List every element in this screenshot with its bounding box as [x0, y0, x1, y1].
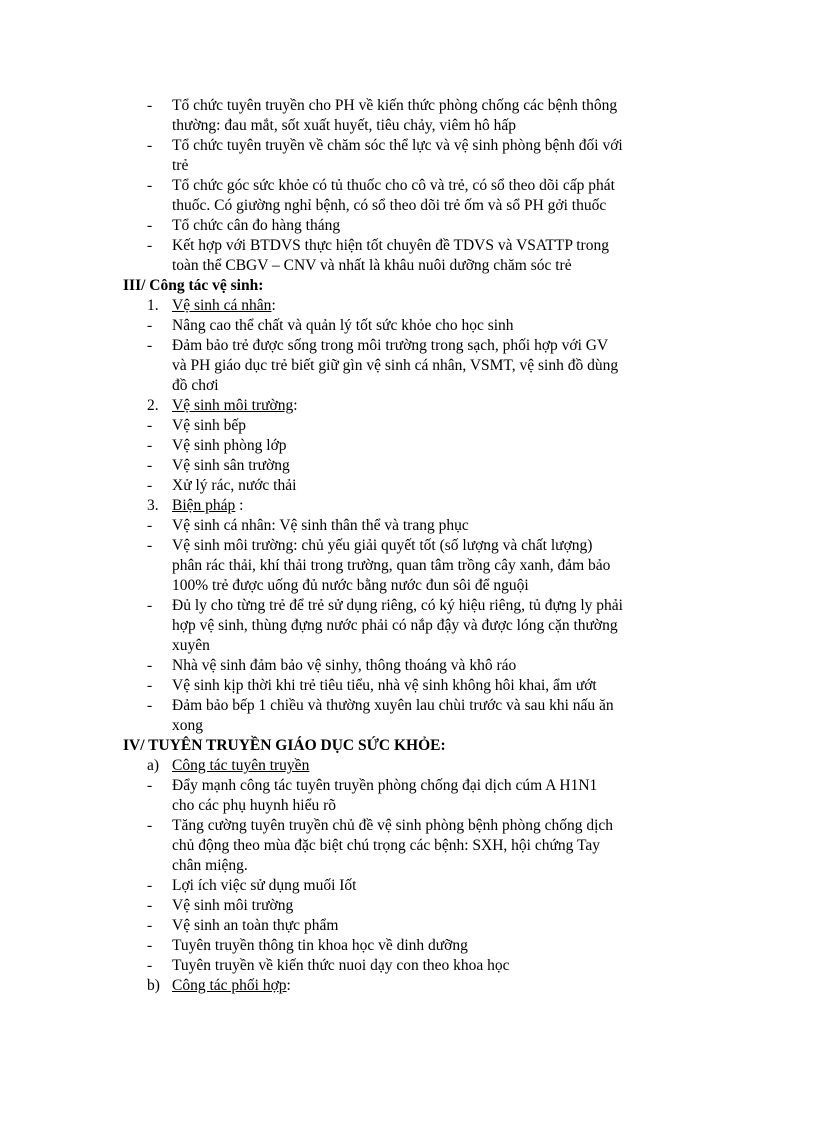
prev-item-1-line-0: Tổ chức tuyên truyền về chăm sóc thể lực và vệ sinh phòng bệnh đối với	[172, 137, 623, 154]
subsection-1-title: Vệ sinh cá nhân	[172, 297, 272, 314]
prev-item-4-line-1: toàn thể CBGV – CNV và nhất là khâu nuôi dưỡng chăm sóc trẻ	[172, 257, 572, 274]
env-hygiene-item-2-line-0: Vệ sinh sân trường	[172, 457, 290, 474]
personal-hygiene-item-1-line-1: và PH giáo dục trẻ biết giữ gìn vệ sinh cá nhân, VSMT, vệ sinh đồ dùng	[172, 357, 619, 374]
subsection-b-title: Công tác phối hợp	[172, 977, 287, 994]
propaganda-item-5-line-0: Tuyên truyền thông tin khoa học về dinh dưỡng	[172, 937, 468, 954]
bullet-dash: -	[147, 917, 153, 934]
prev-item-3-line-0: Tổ chức cân đo hàng tháng	[172, 217, 341, 234]
bullet-dash: -	[147, 657, 153, 674]
bullet-dash: -	[147, 517, 153, 534]
personal-hygiene-item-0-line-0: Nâng cao thể chất và quản lý tốt sức khỏe cho học sinh	[172, 317, 514, 334]
measures-item-2-line-1: hợp vệ sinh, thùng đựng nước phải có nắp đậy và được lóng cặn thường	[172, 617, 618, 634]
bullet-dash: -	[147, 677, 153, 694]
subsection-2-title: Vệ sinh môi trường	[172, 397, 294, 414]
measures-item-1-line-1: phân rác thải, khí thải trong trường, quan tâm trồng cây xanh, đảm bảo	[172, 557, 611, 574]
bullet-dash: -	[147, 937, 153, 954]
bullet-dash: -	[147, 477, 153, 494]
measures-item-5-line-0: Đảm bảo bếp 1 chiều và thường xuyên lau chùi trước và sau khi nấu ăn	[172, 697, 614, 714]
subsection-b-number: b)	[147, 977, 160, 994]
subsection-3-suffix: :	[235, 497, 244, 514]
bullet-dash: -	[147, 897, 153, 914]
measures-item-4-line-0: Vệ sinh kịp thời khi trẻ tiêu tiểu, nhà vệ sinh không hôi khai, ẩm ướt	[172, 677, 597, 694]
measures-item-3-line-0: Nhà vệ sinh đảm bảo vệ sinhy, thông thoáng và khô ráo	[172, 657, 517, 674]
bullet-dash: -	[147, 437, 153, 454]
propaganda-item-0-line-0: Đẩy mạnh công tác tuyên truyền phòng chống đại dịch cúm A H1N1	[172, 777, 598, 794]
bullet-dash: -	[147, 537, 153, 554]
env-hygiene-item-3-line-0: Xử lý rác, nước thải	[172, 477, 297, 494]
section-3-heading: III/ Công tác vệ sinh:	[123, 277, 264, 294]
subsection-1-suffix: :	[271, 297, 276, 314]
bullet-dash: -	[147, 777, 153, 794]
prev-item-2-line-1: thuốc. Có giường nghỉ bệnh, có sổ theo dõi trẻ ốm và sổ PH gởi thuốc	[172, 197, 607, 214]
subsection-2	[172, 396, 298, 416]
measures-item-1-line-0: Vệ sinh môi trường: chủ yếu giải quyết tốt (số lượng và chất lượng)	[172, 537, 593, 554]
prev-item-1-line-1: trẻ	[172, 157, 189, 174]
env-hygiene-item-0-line-0: Vệ sinh bếp	[172, 417, 247, 434]
prev-item-4-line-0: Kết hợp với BTDVS thực hiện tốt chuyên đề TDVS và VSATTP trong	[172, 237, 609, 254]
propaganda-item-1-line-1: chủ động theo mùa đặc biệt chú trọng các bệnh: SXH, hội chứng Tay	[172, 837, 601, 854]
subsection-2-suffix: :	[293, 397, 298, 414]
subsection-1	[172, 296, 276, 316]
subsection-a-number: a)	[147, 757, 160, 774]
subsection-b-suffix: :	[286, 977, 291, 994]
measures-item-2-line-0: Đủ ly cho từng trẻ để trẻ sử dụng riêng, có ký hiệu riêng, tủ đựng ly phải	[172, 597, 623, 614]
measures-item-5-line-1: xong	[172, 717, 203, 734]
bullet-dash: -	[147, 217, 153, 234]
bullet-dash: -	[147, 597, 153, 614]
bullet-dash: -	[147, 697, 153, 714]
bullet-dash: -	[147, 957, 153, 974]
propaganda-item-1-line-2: chân miệng.	[172, 857, 248, 874]
subsection-1-number: 1.	[147, 297, 159, 314]
propaganda-item-6-line-0: Tuyên truyền về kiến thức nuoi dạy con theo khoa học	[172, 957, 510, 974]
bullet-dash: -	[147, 177, 153, 194]
personal-hygiene-item-1-line-2: đồ chơi	[172, 377, 219, 394]
propaganda-item-3-line-0: Vệ sinh môi trường	[172, 897, 294, 914]
bullet-dash: -	[147, 317, 153, 334]
propaganda-item-2-line-0: Lợi ích việc sử dụng muối Iốt	[172, 877, 357, 894]
prev-item-2-line-0: Tổ chức góc sức khỏe có tủ thuốc cho cô và trẻ, có sổ theo dõi cấp phát	[172, 177, 615, 194]
bullet-dash: -	[147, 817, 153, 834]
subsection-a	[172, 756, 309, 776]
measures-item-2-line-2: xuyên	[172, 637, 210, 654]
subsection-3	[172, 496, 243, 516]
bullet-dash: -	[147, 417, 153, 434]
bullet-dash: -	[147, 457, 153, 474]
bullet-dash: -	[147, 97, 153, 114]
subsection-a-title: Công tác tuyên truyền	[172, 757, 310, 774]
subsection-2-number: 2.	[147, 397, 159, 414]
measures-item-1-line-2: 100% trẻ được uống đủ nước bằng nước đun sôi để nguội	[172, 577, 529, 594]
section-4-heading: IV/ TUYÊN TRUYỀN GIÁO DỤC SỨC KHỎE:	[123, 737, 446, 754]
bullet-dash: -	[147, 877, 153, 894]
bullet-dash: -	[147, 337, 153, 354]
bullet-dash: -	[147, 237, 153, 254]
prev-item-0-line-0: Tổ chức tuyên truyền cho PH về kiến thức phòng chống các bệnh thông	[172, 97, 618, 114]
propaganda-item-1-line-0: Tăng cường tuyên truyền chủ đề vệ sinh phòng bệnh phòng chống dịch	[172, 817, 614, 834]
env-hygiene-item-1-line-0: Vệ sinh phòng lớp	[172, 437, 287, 454]
subsection-b	[172, 976, 291, 996]
subsection-3-number: 3.	[147, 497, 159, 514]
propaganda-item-0-line-1: cho các phụ huynh hiểu rõ	[172, 797, 336, 814]
bullet-dash: -	[147, 137, 153, 154]
prev-item-0-line-1: thường: đau mắt, sốt xuất huyết, tiêu chảy, viêm hô hấp	[172, 117, 517, 134]
propaganda-item-4-line-0: Vệ sinh an toàn thực phẩm	[172, 917, 339, 934]
personal-hygiene-item-1-line-0: Đảm bảo trẻ được sống trong môi trường trong sạch, phối hợp với GV	[172, 337, 609, 354]
subsection-3-title: Biện pháp	[172, 497, 236, 514]
measures-item-0-line-0: Vệ sinh cá nhân: Vệ sinh thân thể và trang phục	[172, 517, 469, 534]
